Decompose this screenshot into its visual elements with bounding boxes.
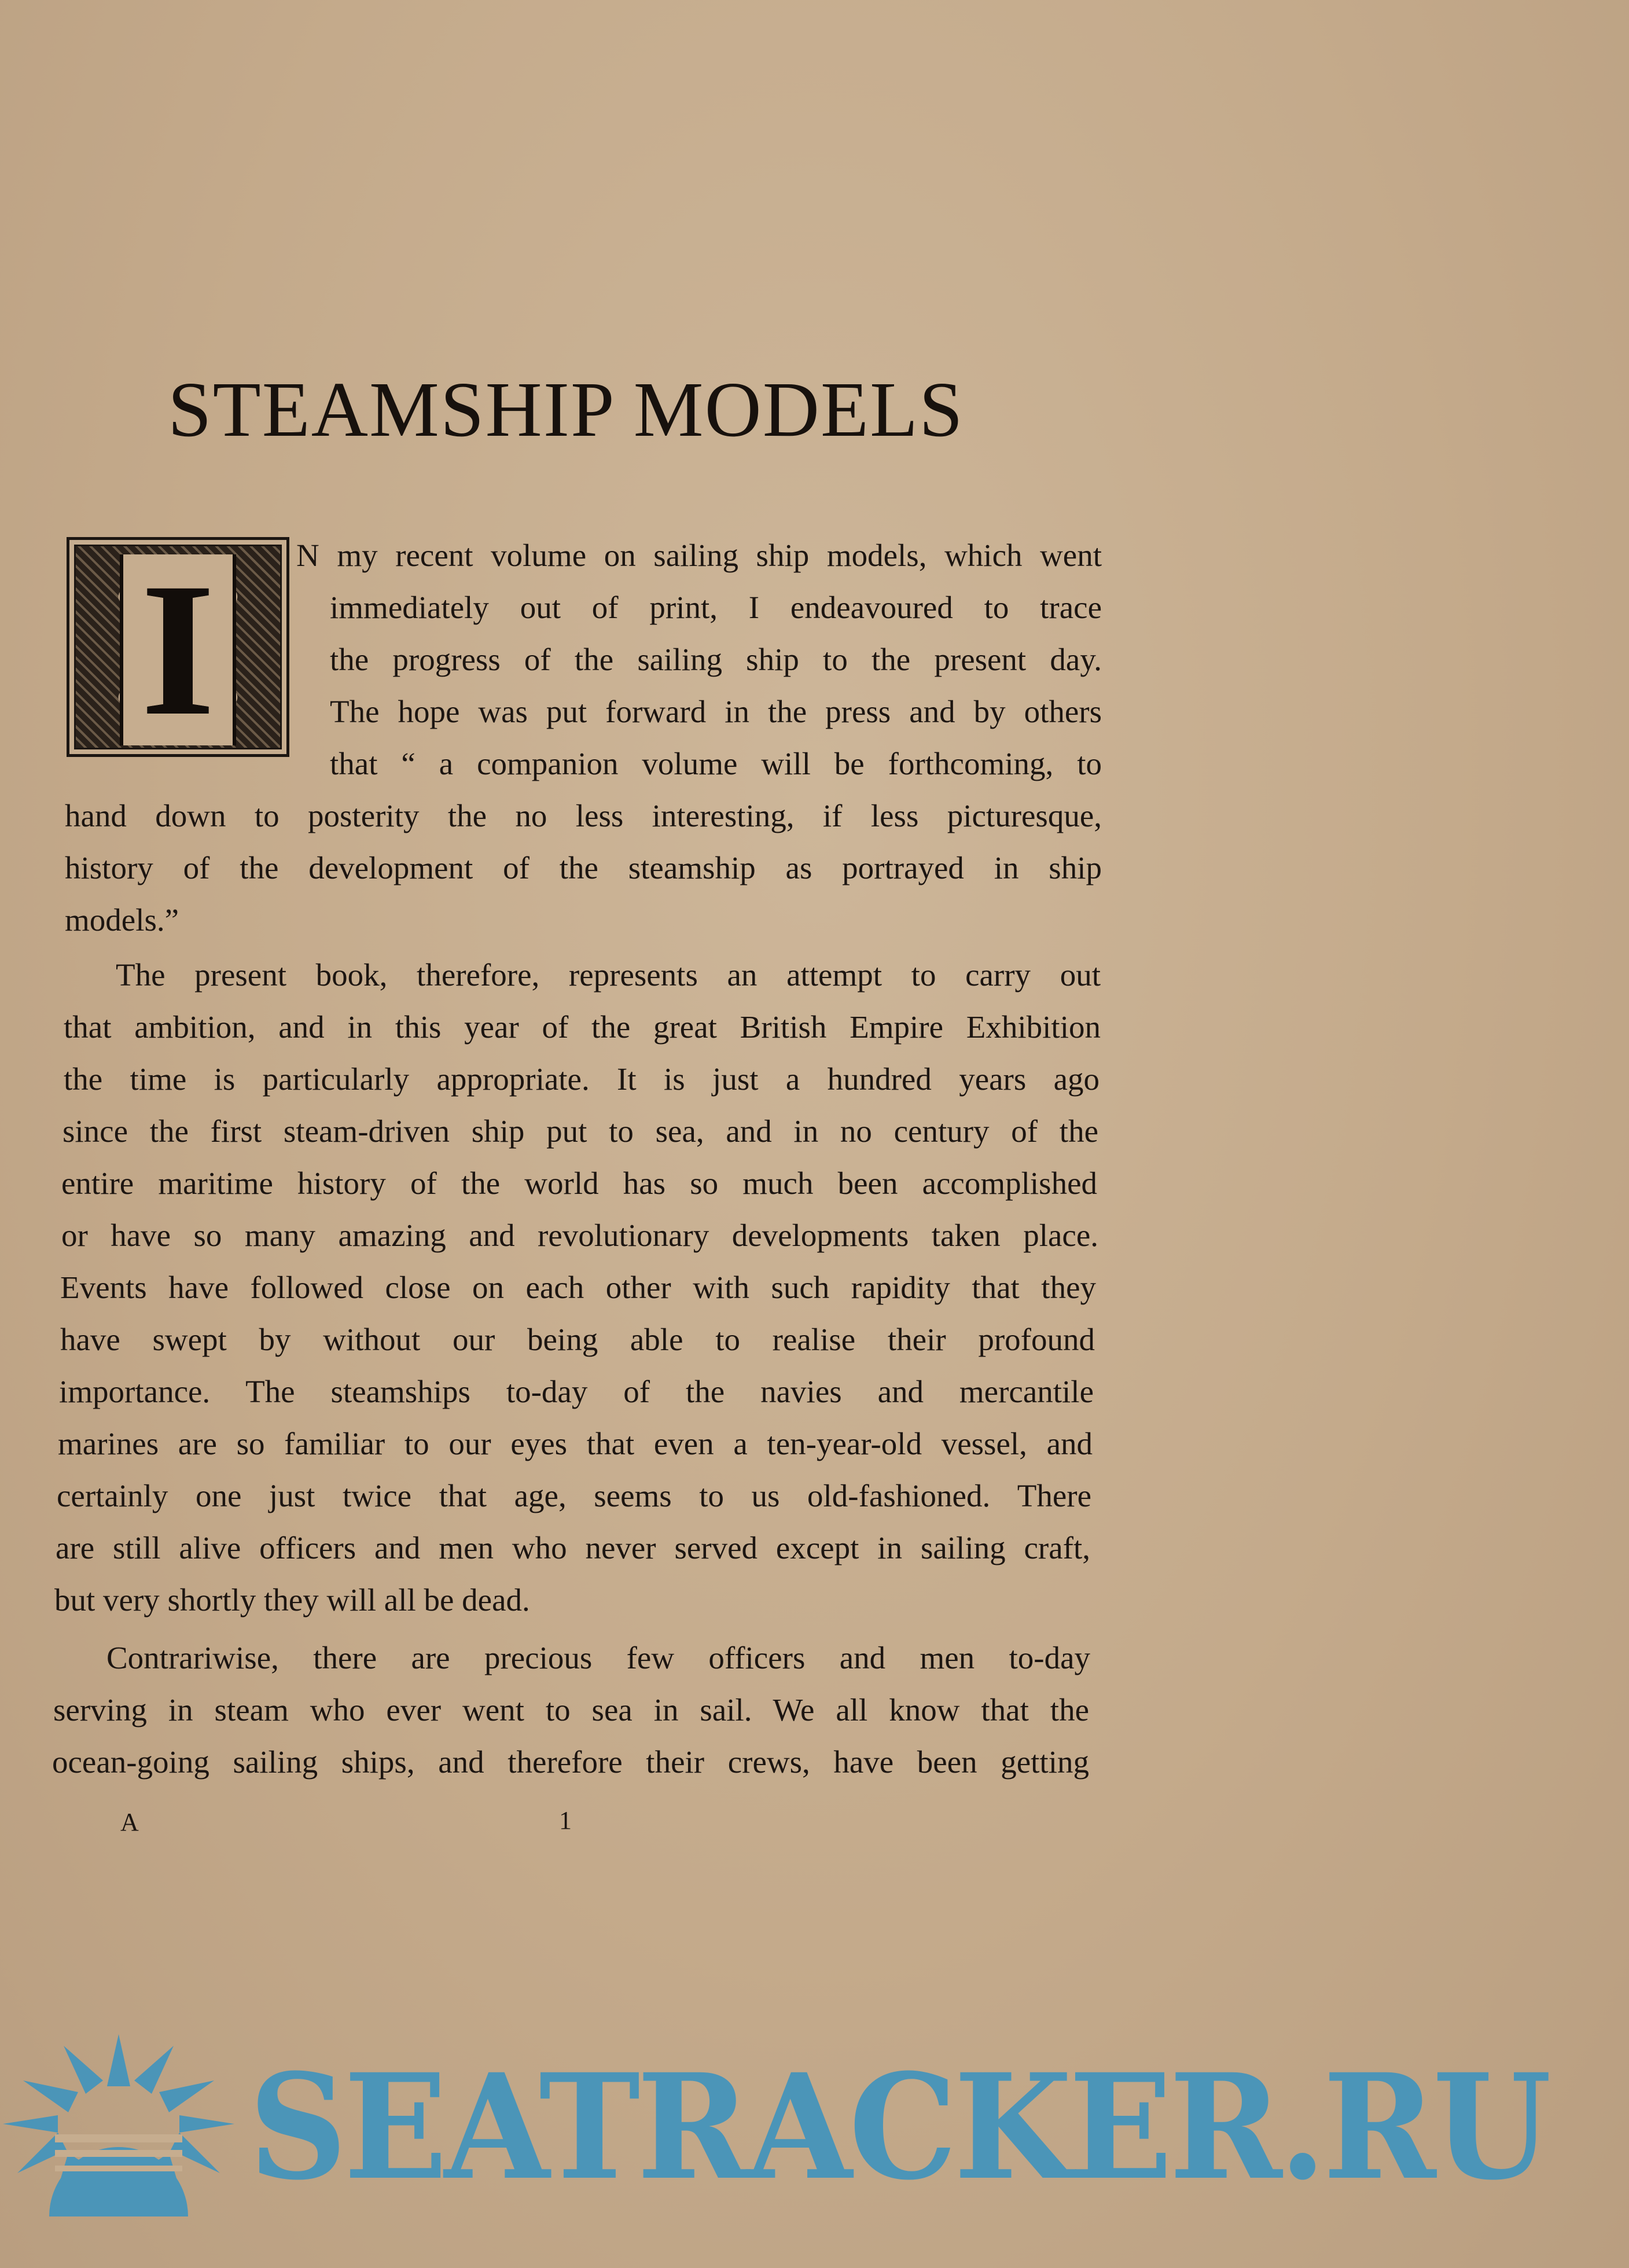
text-line: importance. The steamships to-day of the navies and mercantile [59,1374,1094,1409]
text-line: The hope was put forward in the press and by others [330,694,1102,729]
watermark-text: SEATRACKER.RU [249,2042,1549,2212]
text-line: the progress of the sailing ship to the present day. [330,642,1102,677]
text-line: or have so many amazing and revolutionary developments taken place. [61,1218,1098,1253]
text-line: entire maritime history of the world has so much been accomplished [61,1166,1097,1201]
text-line: the time is particularly appropriate. It is just a hundred years ago [64,1061,1100,1097]
text-line: are still alive officers and men who never served except in sailing craft, [56,1530,1090,1565]
sun-icon [0,2031,237,2216]
text-line: Events have followed close on each other with such rapidity that they [60,1270,1096,1305]
ornament-frame [74,544,282,755]
text-line: marines are so familiar to our eyes that even a ten-year-old vessel, and [58,1426,1093,1461]
text-line: history of the development of the steamship as portrayed in ship [65,850,1102,885]
text-line: hand down to posterity the no less interesting, if less picturesque, [65,798,1102,833]
text-line: but very shortly they will all be dead. [54,1582,530,1618]
text-line: immediately out of print, I endeavoured to trace [330,590,1102,625]
text-line: models.” [65,902,179,938]
text-line: since the first steam-driven ship put to sea, and in no century of the [62,1113,1098,1149]
drop-cap-ornament [67,537,289,757]
text-line: certainly one just twice that age, seems to us old-fashioned. There [57,1478,1091,1513]
text-line: that “ a companion volume will be forthcoming, to [330,746,1102,781]
signature-mark: A [120,1808,139,1836]
text-line: ocean-going sailing ships, and therefore their crews, have been getting [52,1744,1089,1780]
text-line: have swept by without our being able to realise their profound [60,1322,1095,1357]
drop-cap-letter: I [120,554,236,745]
text-line: that ambition, and in this year of the great British Empire Exhibition [64,1009,1101,1045]
watermark [0,2026,1629,2216]
page-number: 1 [559,1806,572,1835]
text-line: The present book, therefore, represents an attempt to carry out [116,957,1101,993]
text-line: N my recent volume on sailing ship models, which went [296,538,1102,573]
text-line: serving in steam who ever went to sea in sail. We all know that the [53,1692,1089,1727]
page-title: STEAMSHIP MODELS [168,366,964,453]
text-line: Contrariwise, there are precious few officers and men to-day [106,1640,1090,1675]
